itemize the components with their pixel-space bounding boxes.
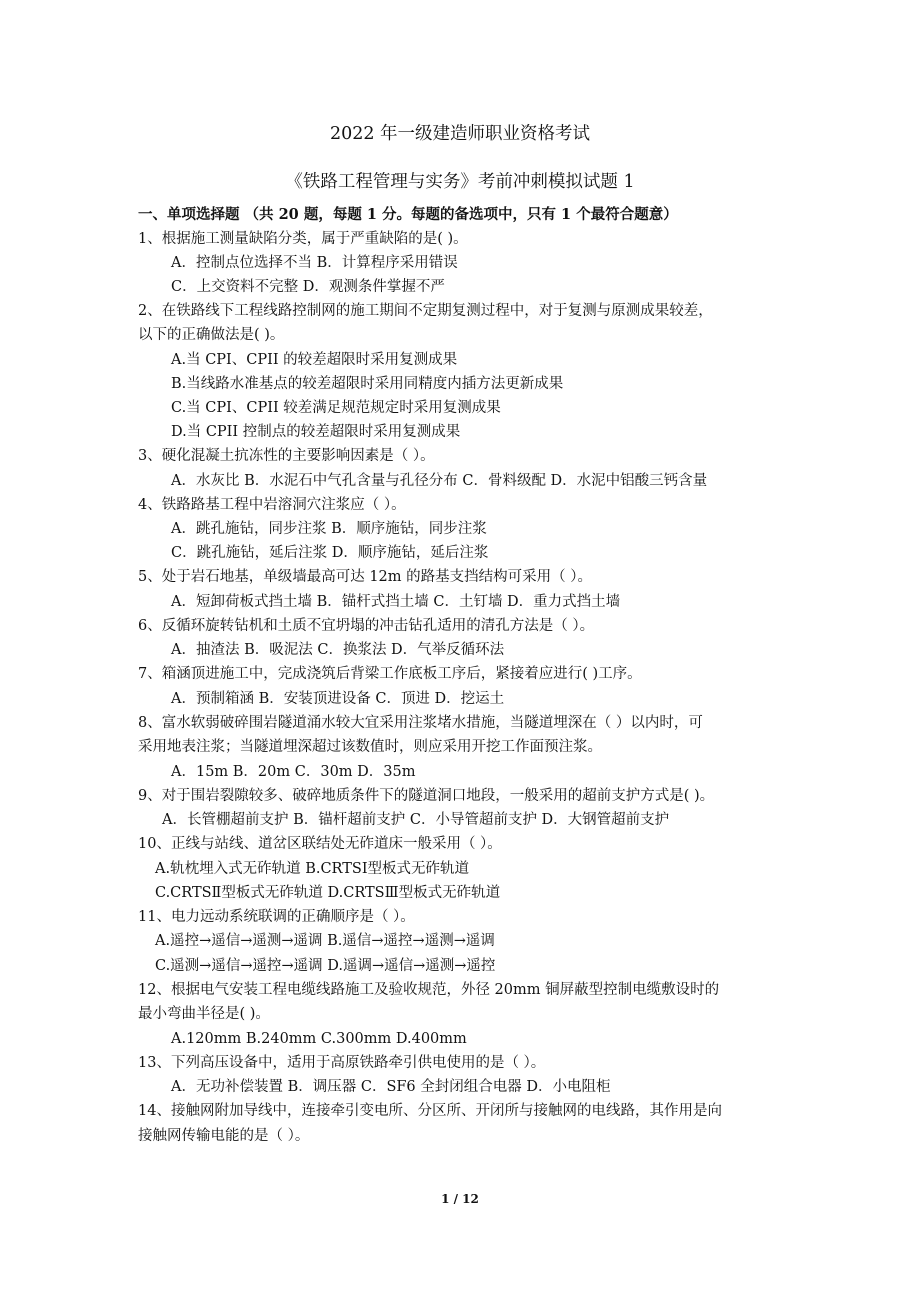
question-option: A.遥控→遥信→遥测→遥调 B.遥信→遥控→遥测→遥调 bbox=[155, 933, 495, 949]
question-option: C．上交资料不完整 D．观测条件掌握不严 bbox=[171, 279, 445, 295]
question-stem: 采用地表注浆；当隧道埋深超过该数值时，则应采用开挖工作面预注浆。 bbox=[138, 739, 602, 755]
question-stem: 14、接触网附加导线中，连接牵引变电所、分区所、开闭所与接触网的电线路，其作用是向 bbox=[138, 1103, 722, 1119]
section-heading: 一、单项选择题 （共 20 题，每题 1 分。每题的备选项中，只有 1 个最符合题意） bbox=[138, 206, 678, 223]
question-option: A．15m B．20m C．30m D．35m bbox=[171, 764, 416, 780]
question-stem: 10、正线与站线、道岔区联结处无砟道床一般采用（ ）。 bbox=[138, 836, 502, 852]
question-stem: 接触网传输电能的是（ ）。 bbox=[138, 1128, 310, 1144]
question-stem: 11、电力远动系统联调的正确顺序是（ ）。 bbox=[138, 909, 415, 925]
question-option: A．跳孔施钻，同步注浆 B．顺序施钻，同步注浆 bbox=[171, 521, 487, 537]
question-option: A.120mm B.240mm C.300mm D.400mm bbox=[171, 1031, 467, 1047]
question-stem: 1、根据施工测量缺陷分类，属于严重缺陷的是( )。 bbox=[138, 231, 468, 247]
question-stem: 最小弯曲半径是( )。 bbox=[138, 1006, 270, 1022]
question-option: C．跳孔施钻，延后注浆 D．顺序施钻，延后注浆 bbox=[171, 545, 489, 561]
question-option: A.当 CPI、CPII 的较差超限时采用复测成果 bbox=[171, 352, 458, 368]
page-number: 1 / 12 bbox=[441, 1192, 479, 1206]
page-title: 2022 年一级建造师职业资格考试 bbox=[329, 124, 591, 144]
question-stem: 以下的正确做法是( )。 bbox=[138, 327, 285, 343]
question-option: B.当线路水准基点的较差超限时采用同精度内插方法更新成果 bbox=[171, 376, 564, 392]
question-option: A.轨枕埋入式无砟轨道 B.CRTSⅠ型板式无砟轨道 bbox=[155, 861, 470, 877]
question-option: A．长管棚超前支护 B．锚杆超前支护 C．小导管超前支护 D．大钢管超前支护 bbox=[162, 812, 670, 828]
question-option: A．水灰比 B．水泥石中气孔含量与孔径分布 C．骨料级配 D．水泥中铝酸三钙含量 bbox=[171, 473, 708, 489]
question-stem: 7、箱涵顶进施工中，完成浇筑后背梁工作底板工序后，紧接着应进行( )工序。 bbox=[138, 666, 642, 682]
question-stem: 4、铁路路基工程中岩溶洞穴注浆应（ ）。 bbox=[138, 497, 406, 513]
question-option: C.遥测→遥信→遥控→遥调 D.遥调→遥信→遥测→遥控 bbox=[155, 958, 496, 974]
question-option: A．控制点位选择不当 B．计算程序采用错误 bbox=[171, 255, 458, 271]
question-option: C.CRTSⅡ型板式无砟轨道 D.CRTSⅢ型板式无砟轨道 bbox=[155, 885, 501, 901]
question-option: A．预制箱涵 B．安装顶进设备 C．顶进 D．挖运土 bbox=[171, 691, 505, 707]
question-stem: 12、根据电气安装工程电缆线路施工及验收规范，外径 20mm 铜屏蔽型控制电缆敷设时的 bbox=[138, 982, 720, 998]
question-option: D.当 CPII 控制点的较差超限时采用复测成果 bbox=[171, 424, 461, 440]
question-stem: 2、在铁路线下工程线路控制网的施工期间不定期复测过程中，对于复测与原测成果较差， bbox=[138, 303, 713, 319]
question-stem: 3、硬化混凝土抗冻性的主要影响因素是（ ）。 bbox=[138, 448, 435, 464]
question-option: A．抽渣法 B．吸泥法 C．换浆法 D．气举反循环法 bbox=[171, 642, 505, 658]
page-subtitle: 《铁路工程管理与实务》考前冲刺模拟试题 1 bbox=[285, 172, 635, 192]
question-option: A．无功补偿装置 B．调压器 C．SF6 全封闭组合电器 D．小电阻柜 bbox=[171, 1079, 611, 1095]
question-stem: 8、富水软弱破碎围岩隧道涌水较大宜采用注浆堵水措施，当隧道埋深在（ ）以内时，可 bbox=[138, 715, 703, 731]
question-stem: 9、对于围岩裂隙较多、破碎地质条件下的隧道洞口地段，一般采用的超前支护方式是( )。 bbox=[138, 788, 715, 804]
question-stem: 5、处于岩石地基，单级墙最高可达 12m 的路基支挡结构可采用（ ）。 bbox=[138, 569, 593, 585]
question-stem: 6、反循环旋转钻机和土质不宜坍塌的冲击钻孔适用的清孔方法是（ ）。 bbox=[138, 618, 595, 634]
question-stem: 13、下列高压设备中，适用于高原铁路牵引供电使用的是（ ）。 bbox=[138, 1055, 546, 1071]
question-option: A．短卸荷板式挡土墙 B．锚杆式挡土墙 C．土钉墙 D．重力式挡土墙 bbox=[171, 594, 621, 610]
question-option: C.当 CPI、CPII 较差满足规范规定时采用复测成果 bbox=[171, 400, 501, 416]
